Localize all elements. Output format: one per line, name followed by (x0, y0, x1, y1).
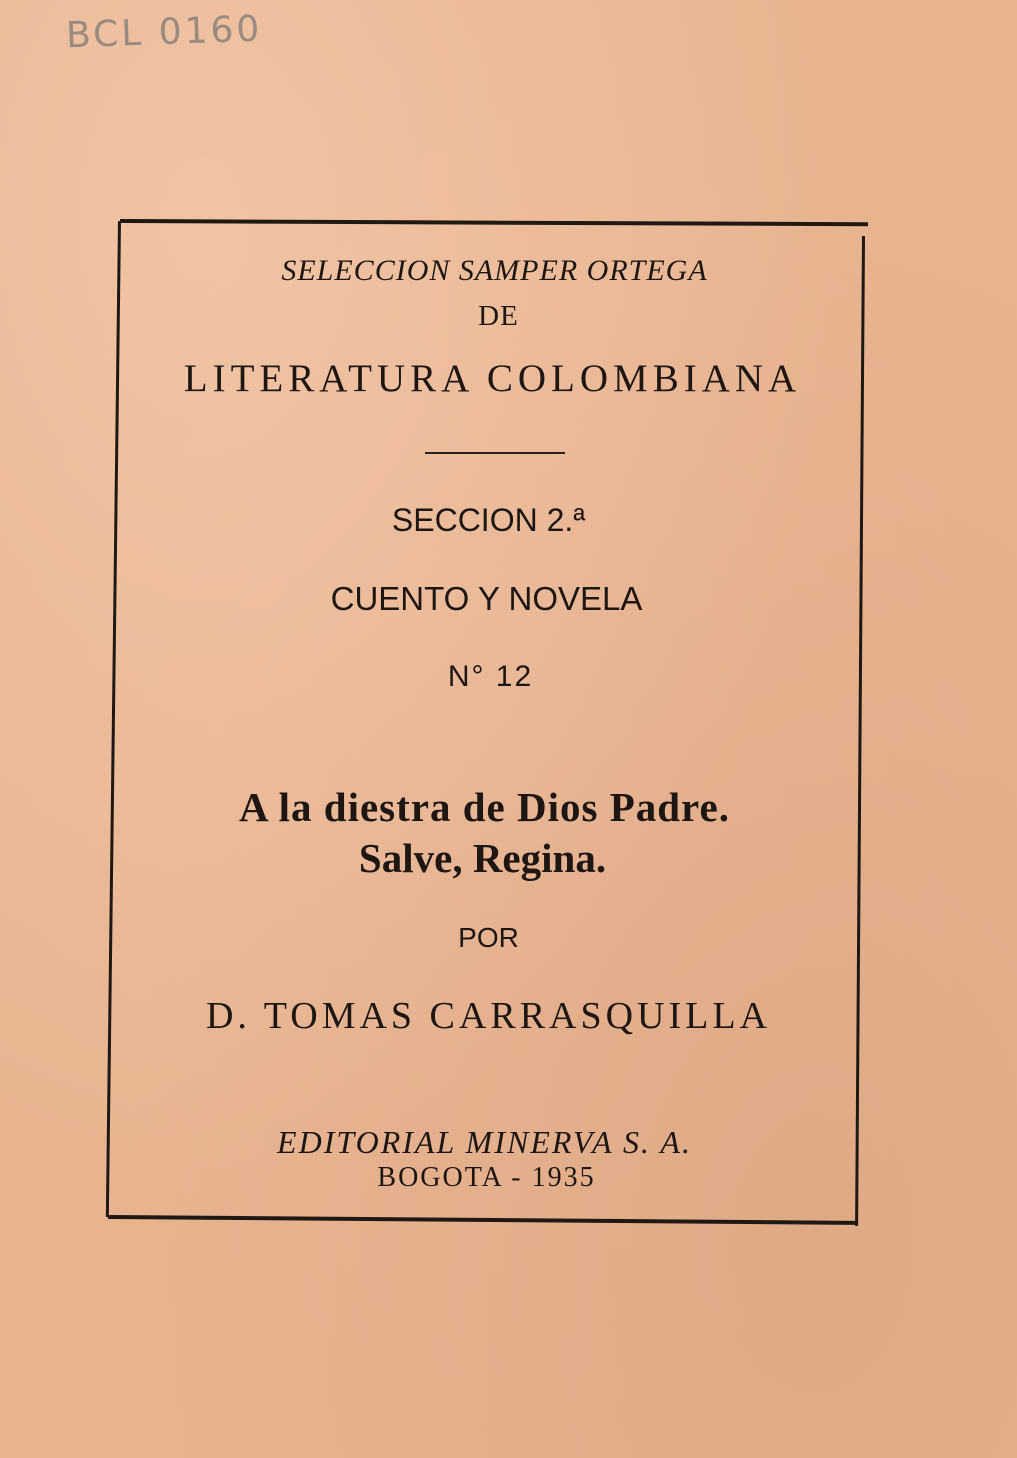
frame-bottom-rule (108, 1215, 856, 1225)
handwritten-call-number: BCL 0160 (65, 8, 263, 57)
volume-number: N° 12 (447, 660, 534, 693)
genre-label: CUENTO Y NOVELA (330, 580, 643, 617)
book-title-line-1: A la diestra de Dios Padre. (239, 784, 730, 830)
author-name: D. TOMAS CARRASQUILLA (205, 995, 772, 1037)
series-title: SELECCION SAMPER ORTEGA (281, 254, 708, 287)
publisher-name: EDITORIAL MINERVA S. A. (277, 1124, 692, 1160)
series-connector: DE (478, 300, 519, 332)
collection-title: LITERATURA COLOMBIANA (183, 357, 802, 400)
section-label: SECCION 2.ª (391, 502, 586, 538)
frame-top-rule (120, 219, 868, 226)
book-title-line-2: Salve, Regina. (358, 835, 607, 881)
publication-place-year: BOGOTA - 1935 (377, 1162, 596, 1193)
section-divider (425, 452, 565, 454)
byline-label: POR (458, 922, 519, 953)
